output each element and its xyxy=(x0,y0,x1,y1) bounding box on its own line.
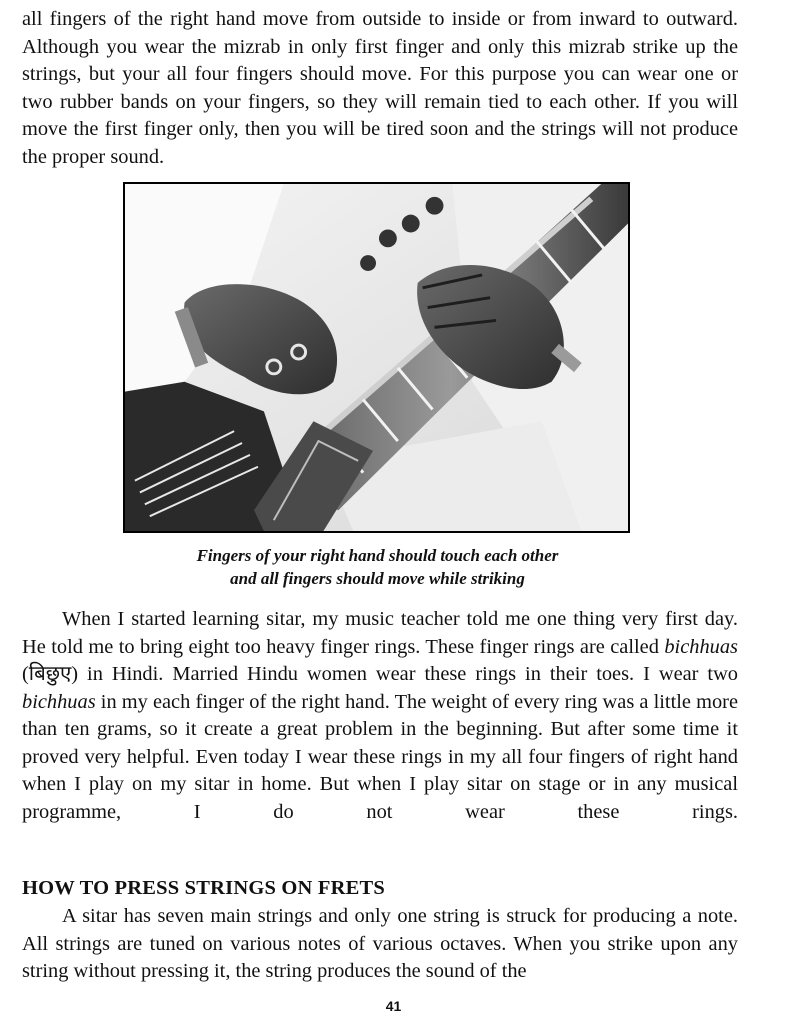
page-number: 41 xyxy=(385,998,402,1014)
paragraph-text: When I started learning sitar, my music teacher told me one thing very first day. He told me to bring eight too heavy finger rings. These finger rings are called xyxy=(22,608,738,658)
paragraph-text: in Hindi. Married Hindu women wear these rings in their toes. I wear two xyxy=(78,663,738,685)
paragraph-text: in my each finger of the right hand. The weight of every ring was a little more than ten grams, so it create a great problem in the beginning. But after some time it proved very helpful. Even today I wear these rings in my all four fingers of right hand when I play on my sitar in home. But when I play sitar on stage or in any musical programme, I do not wear these rings. xyxy=(22,690,738,823)
hindi-term: (बिछुए) xyxy=(22,663,79,685)
sitar-photo xyxy=(123,182,630,533)
paragraph-strings: A sitar has seven main strings and only one string is struck for producing a note. All strings are tuned on various notes of various octaves. When you strike upon any string without pressing it, the string produces the sound of the xyxy=(22,905,738,982)
section-heading: HOW TO PRESS STRINGS ON FRETS xyxy=(22,877,385,899)
figure-caption xyxy=(100,544,655,590)
paragraph-continued: all fingers of the right hand move from outside to inside or from inward to outward. Although you wear the mizrab in only first finger and only this mizrab strike up the strings, but your all four fingers should move. For this purpose you can wear one or two rubber bands on your fingers, so they will remain tied to each other. If you will move the first finger only, then you will be tired soon and the strings will not produce the proper sound. xyxy=(22,8,738,168)
term-bichhuas: bichhuas xyxy=(22,690,96,713)
caption-line-1: Fingers of your right hand should touch each other xyxy=(196,546,559,565)
caption-line-2: and all fingers should move while striking xyxy=(230,569,525,588)
paragraph-bichhuas xyxy=(22,606,738,854)
sitar-hands-image xyxy=(125,184,628,531)
term-bichhuas: bichhuas xyxy=(664,635,738,658)
